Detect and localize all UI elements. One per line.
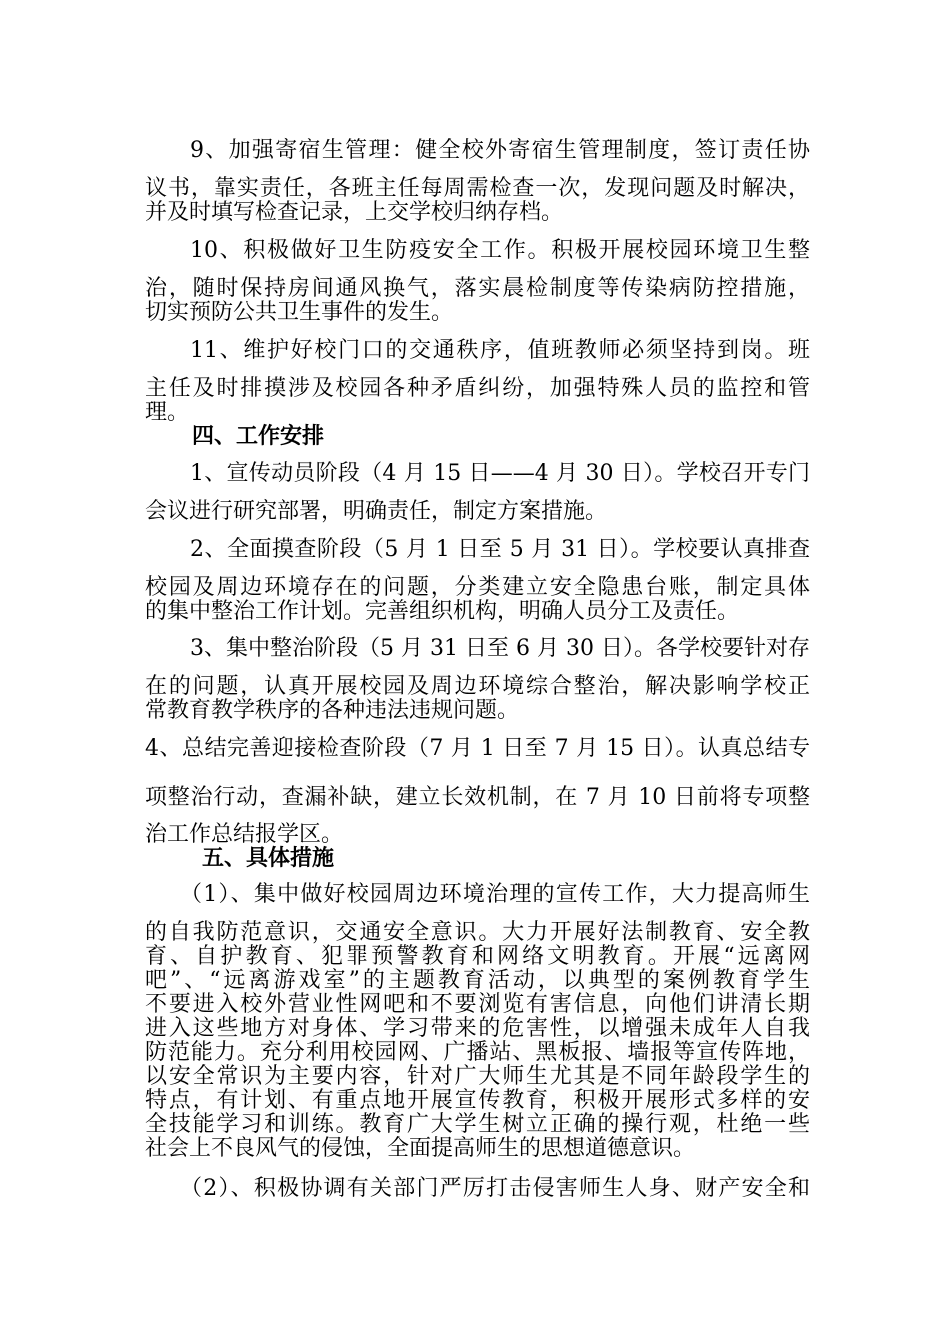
paragraph-9-line-3: 并及时填写检查记录，上交学校归纳存档。	[145, 200, 564, 225]
stage-3-line-3: 常教育教学秩序的各种违法违规问题。	[145, 698, 520, 723]
paragraph-11-line-1: 11、维护好校门口的交通秩序，值班教师必须坚持到岗。班	[190, 338, 810, 363]
stage-3-line-2: 在的问题，认真开展校园及周边环境综合整治，解决影响学校正	[145, 674, 810, 699]
paragraph-10-line-3: 切实预防公共卫生事件的发生。	[145, 300, 454, 325]
measure-1-line-7: 防范能力。充分利用校园网、广播站、黑板报、墙报等宣传阵地，	[145, 1040, 810, 1065]
paragraph-11-line-2: 主任及时排摸涉及校园各种矛盾纠纷，加强特殊人员的监控和管	[145, 376, 810, 401]
stage-1-line-2: 会议进行研究部署，明确责任，制定方案措施。	[145, 499, 608, 524]
measure-1-line-2: 的自我防范意识，交通安全意识。大力开展好法制教育、安全教	[145, 920, 810, 945]
stage-4-line-2: 项整治行动，查漏补缺，建立长效机制，在 7 月 10 日前将专项整	[145, 785, 810, 810]
stage-2-line-2: 校园及周边环境存在的问题，分类建立安全隐患台账，制定具体	[145, 575, 810, 600]
stage-4-line-1: 4、总结完善迎接检查阶段（7 月 1 日至 7 月 15 日）。认真总结专	[145, 736, 810, 761]
measure-1-line-8: 以安全常识为主要内容，针对广大师生尤其是不同年龄段学生的	[145, 1064, 810, 1089]
stage-3-line-1: 3、集中整治阶段（5 月 31 日至 6 月 30 日）。各学校要针对存	[190, 636, 810, 661]
measure-2-line-1: （2）、积极协调有关部门严厉打击侵害师生人身、财产安全和	[180, 1176, 810, 1201]
paragraph-10-line-1: 10、积极做好卫生防疫安全工作。积极开展校园环境卫生整	[190, 238, 810, 263]
section-heading-work-arrangement: 四、工作安排	[192, 424, 325, 449]
stage-2-line-3: 的集中整治工作计划。完善组织机构，明确人员分工及责任。	[145, 599, 740, 624]
paragraph-9-line-1: 9、加强寄宿生管理：健全校外寄宿生管理制度，签订责任协	[190, 138, 810, 163]
measure-1-line-3: 育、自护教育、犯罪预警教育和网络文明教育。开展“远离网	[145, 944, 810, 969]
paragraph-11-line-3: 理。	[145, 400, 190, 425]
measure-1-line-1: （1）、集中做好校园周边环境治理的宣传工作，大力提高师生	[180, 882, 810, 907]
measure-1-line-10: 全技能学习和训练。教育广大学生树立正确的操行观，杜绝一些	[145, 1112, 810, 1137]
measure-1-line-11: 社会上不良风气的侵蚀，全面提高师生的思想道德意识。	[145, 1136, 696, 1161]
measure-1-line-4: 吧”、“远离游戏室”的主题教育活动，以典型的案例教育学生	[145, 968, 810, 993]
measure-1-line-6: 进入这些地方对身体、学习带来的危害性，以增强未成年人自我	[145, 1016, 810, 1041]
paragraph-9-line-2: 议书，靠实责任，各班主任每周需检查一次，发现问题及时解决，	[145, 176, 810, 201]
measure-1-line-5: 不要进入校外营业性网吧和不要浏览有害信息，向他们讲清长期	[145, 992, 810, 1017]
stage-1-line-1: 1、宣传动员阶段（4 月 15 日——4 月 30 日）。学校召开专门	[190, 461, 810, 486]
measure-1-line-9: 特点，有计划、有重点地开展宣传教育，积极开展形式多样的安	[145, 1088, 810, 1113]
stage-2-line-1: 2、全面摸查阶段（5 月 1 日至 5 月 31 日）。学校要认真排查	[190, 537, 810, 562]
paragraph-10-line-2: 治，随时保持房间通风换气，落实晨检制度等传染病防控措施，	[145, 276, 810, 301]
section-heading-specific-measures: 五、具体措施	[202, 846, 335, 871]
stage-4-line-3: 治工作总结报学区。	[145, 822, 344, 847]
